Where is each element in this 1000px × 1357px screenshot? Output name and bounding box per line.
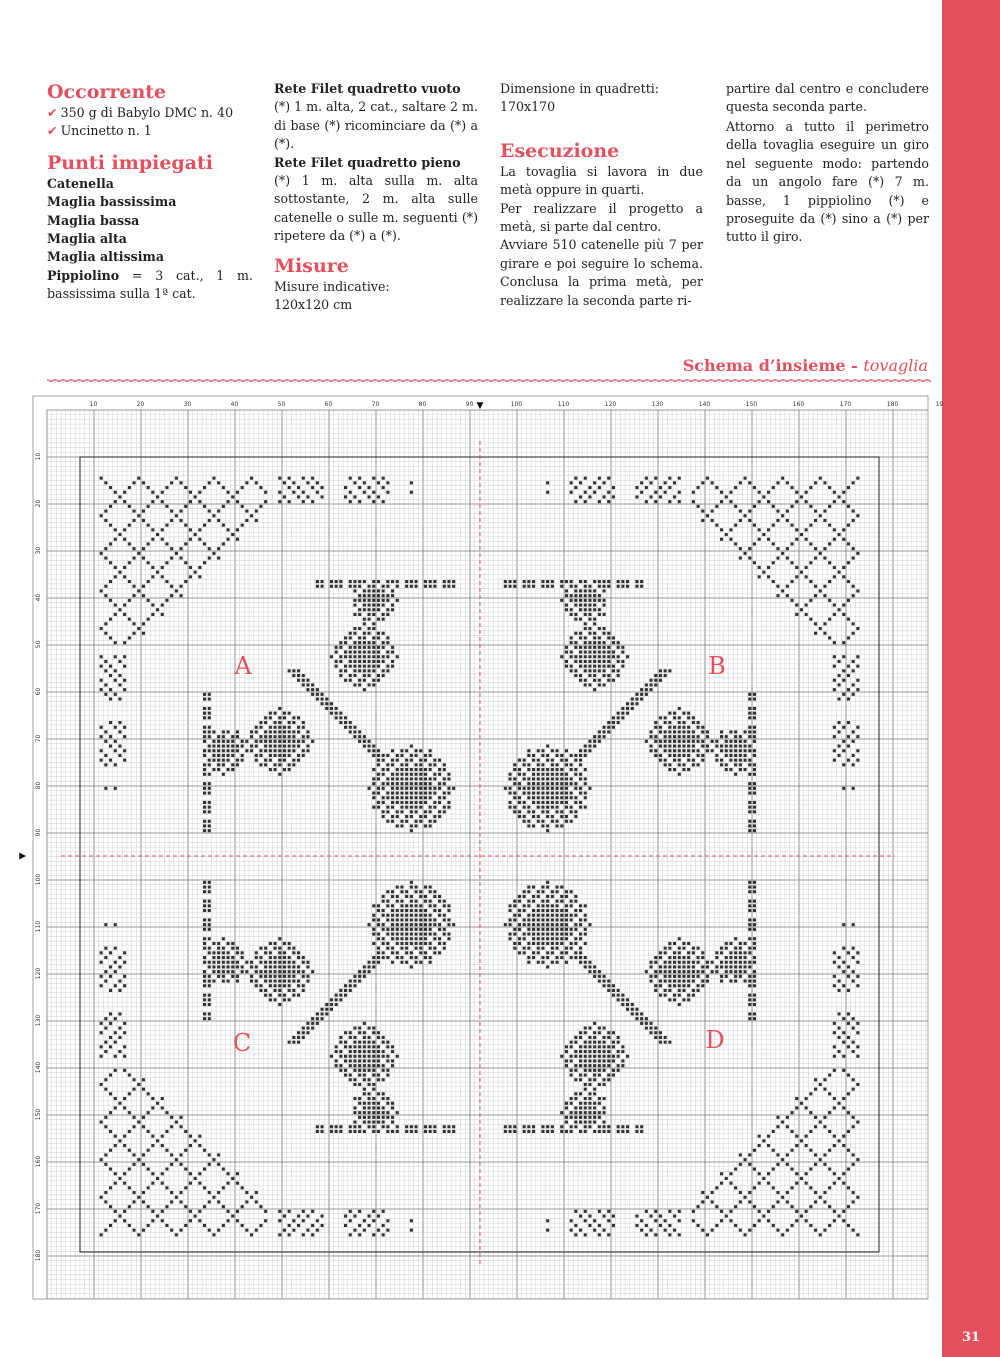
filet-chart (18, 396, 944, 1299)
occorrente-title: Occorrente (47, 81, 167, 103)
x-tick-label: 60 (324, 401, 333, 408)
y-tick-label: 60 (35, 687, 42, 696)
x-tick-label: 19 (935, 401, 944, 408)
y-tick-label: 170 (35, 1202, 42, 1215)
pippiolino-text: Pippiolino = 3 cat., 1 m. bassissima sulla 1ª cat. (47, 267, 253, 302)
esecuzione-title: Esecuzione (500, 139, 620, 162)
y-tick-label: 120 (35, 967, 42, 980)
misure-line: Misure indicative: (274, 278, 390, 294)
y-tick-label: 10 (35, 452, 42, 461)
x-tick-label: 130 (651, 401, 664, 408)
esecuzione-paragraph: Per realizzare il progetto a metà, si parte dal centro. (500, 200, 703, 235)
column-4 (726, 80, 929, 247)
x-tick-label: 90 (465, 401, 474, 408)
rete-vuoto-title: Rete Filet quadretto vuoto (274, 81, 461, 96)
x-tick-label: 10 (89, 401, 98, 408)
x-tick-label: 20 (136, 401, 145, 408)
y-tick-label: 40 (35, 593, 42, 602)
column-1 (47, 80, 253, 304)
x-tick-label: 120 (604, 401, 617, 408)
occorrente-item: ✔ Uncinetto n. 1 (47, 123, 152, 139)
punto-item: Maglia alta (47, 231, 127, 247)
dimensione-line: Dimensione in quadretti: (500, 81, 660, 96)
esecuzione-paragraph: Avviare 510 catenelle più 7 per girare e poi seguire lo schema. Conclusa la prima metà, per realizzare la seconda parte ri- (500, 237, 703, 308)
quadrant-label-d: D (705, 1026, 725, 1054)
punti-title: Punti impiegati (47, 151, 214, 174)
wavy-divider (47, 378, 929, 383)
y-tick-label: 100 (35, 873, 42, 886)
column-3 (500, 80, 703, 308)
column-2 (274, 80, 478, 314)
y-tick-label: 50 (35, 640, 42, 649)
y-tick-label: 20 (35, 499, 42, 508)
misure-line: 120x120 cm (274, 297, 353, 313)
x-tick-label: 110 (557, 401, 570, 408)
quadrant-label-b: B (708, 652, 726, 680)
x-tick-label: 30 (183, 401, 192, 408)
occorrente-item: ✔ 350 g di Babylo DMC n. 40 (47, 105, 234, 120)
rete-pieno-title: Rete Filet quadretto pieno (274, 154, 461, 170)
check-icon: ✔ (47, 105, 58, 120)
section-title: Schema d’insieme - tovaglia (682, 356, 928, 375)
y-tick-label: 130 (35, 1014, 42, 1027)
esecuzione-paragraph: La tovaglia si lavora in due metà oppure in quarti. (500, 163, 703, 198)
page-number: 31 (961, 1330, 981, 1345)
x-tick-label: 160 (792, 401, 805, 408)
x-tick-label: 180 (886, 401, 899, 408)
x-tick-label: 70 (371, 401, 380, 408)
punto-item: Maglia altissima (47, 249, 165, 265)
quadrant-label-c: C (232, 1029, 252, 1057)
side-color-band (942, 0, 1000, 1357)
y-tick-label: 140 (35, 1061, 42, 1074)
quadrant-label-a: A (234, 652, 252, 680)
x-tick-label: 170 (839, 401, 852, 408)
y-tick-label: 30 (35, 546, 42, 555)
y-tick-label: 70 (35, 734, 42, 743)
x-tick-label: 140 (698, 401, 711, 408)
y-tick-label: 150 (35, 1108, 42, 1121)
punto-item: Catenella (47, 175, 114, 191)
dimensione-line: 170x170 (500, 99, 556, 115)
x-tick-label: 50 (277, 401, 286, 408)
esecuzione-continuation: partire dal centro e concludere questa seconda parte. (726, 81, 929, 115)
y-tick-label: 180 (35, 1249, 42, 1262)
x-tick-label: 100 (510, 401, 523, 408)
check-icon: ✔ (47, 123, 58, 139)
misure-title: Misure (274, 254, 349, 277)
y-tick-label: 160 (35, 1155, 42, 1168)
y-tick-label: 90 (35, 828, 42, 837)
x-tick-label: 150 (745, 401, 758, 408)
center-marker-left: ▼ (18, 852, 28, 860)
rete-pieno-text: (*) 1 m. alta sulla m. alta sottostante, 2 m. alta sulle catenelle o sulle m. seguenti (*) ripetere da (*) a (*). (274, 173, 478, 244)
rete-vuoto-text: (*) 1 m. alta, 2 cat., saltare 2 m. di base (*) ricominciare da (*) a (*). (274, 99, 478, 152)
punto-item: Maglia bassissima (47, 194, 177, 210)
y-tick-label: 80 (35, 781, 42, 790)
y-tick-label: 110 (35, 920, 42, 933)
x-tick-label: 80 (418, 401, 427, 408)
center-marker-top: ▼ (476, 401, 484, 411)
x-tick-label: 40 (230, 401, 239, 408)
punto-item: Maglia bassa (47, 212, 140, 228)
esecuzione-paragraph: Attorno a tutto il perimetro della tovaglia eseguire un giro nel seguente modo: partendo da un angolo fare (*) 7 m. basse, 1 pippiolino (*) e proseguite da (*) sino a (*) per tutto il giro. (726, 119, 929, 245)
